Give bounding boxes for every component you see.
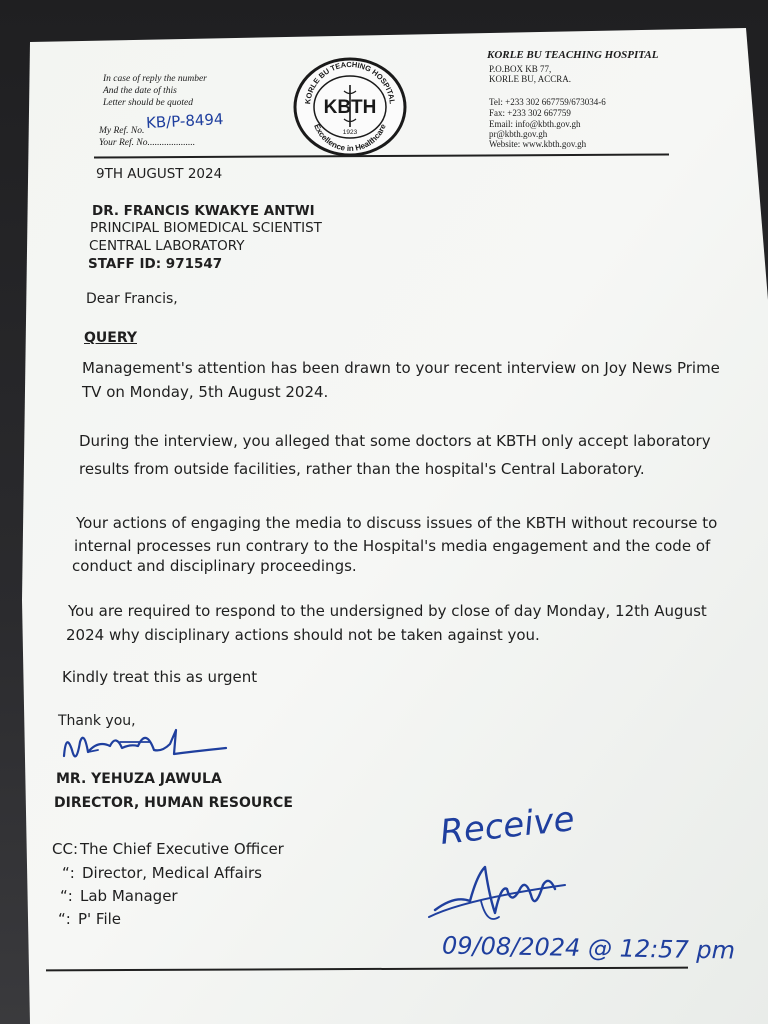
my-ref-label: My Ref. No.	[99, 126, 145, 136]
hospital-name: KORLE BU TEACHING HOSPITAL	[487, 49, 659, 61]
reply-note-line-1: In case of reply the number	[103, 74, 207, 84]
contact-email: Email: info@kbth.gov.gh	[489, 119, 581, 129]
received-datetime-handwritten: 09/08/2024 @ 12:57 pm	[441, 931, 736, 965]
address-line-1: P.O.BOX KB 77,	[489, 64, 552, 74]
your-ref-label: Your Ref. No.	[99, 138, 150, 148]
logo-ring-bottom-text: Excellence in Healthcare	[312, 122, 388, 154]
signatory-name: MR. YEHUZA JAWULA	[56, 771, 222, 787]
contact-tel: Tel: +233 302 667759/673034-6	[489, 97, 606, 107]
paragraph-3-line-3: conduct and disciplinary proceedings.	[72, 557, 357, 575]
contact-pr-email: pr@kbth.gov.gh	[489, 129, 548, 139]
addressee-title: PRINCIPAL BIOMEDICAL SCIENTIST	[90, 220, 322, 236]
addressee-staff-id: STAFF ID: 971547	[88, 256, 223, 272]
reply-note-line-2: And the date of this	[103, 86, 177, 96]
closing-request: Kindly treat this as urgent	[62, 668, 258, 686]
recipient-signature	[425, 855, 575, 935]
cc-label: CC:	[52, 840, 79, 858]
salutation: Dear Francis,	[86, 291, 178, 307]
cc-ditto-1: “:	[62, 864, 75, 882]
logo-monogram: KBTH	[323, 97, 377, 118]
cc-item-4: P' File	[78, 910, 122, 928]
paragraph-2-line-2: results from outside facilities, rather than the hospital's Central Laboratory.	[79, 460, 645, 478]
contact-website: Website: www.kbth.gov.gh	[489, 139, 587, 149]
address-line-2: KORLE BU, ACCRA.	[489, 74, 572, 84]
your-ref-value: ...................	[150, 138, 196, 148]
contact-fax: Fax: +233 302 667759	[489, 108, 571, 118]
kbth-logo	[292, 55, 408, 157]
director-signature	[58, 722, 238, 772]
cc-ditto-3: “:	[58, 910, 71, 928]
paragraph-3-line-2: internal processes run contrary to the Hospital's media engagement and the code of	[74, 537, 711, 555]
logo-year: 1923	[342, 129, 358, 136]
cc-item-3: Lab Manager	[80, 887, 178, 905]
received-handwritten: Receive	[438, 799, 577, 853]
my-ref-handwritten: KB/P-8494	[145, 109, 224, 133]
cc-ditto-2: “:	[60, 887, 73, 905]
paragraph-4-line-1: You are required to respond to the undersigned by close of day Monday, 12th August	[68, 602, 707, 620]
addressee-unit: CENTRAL LABORATORY	[89, 238, 245, 254]
paragraph-3-line-1: Your actions of engaging the media to discuss issues of the KBTH without recourse to	[76, 514, 718, 532]
thank-you: Thank you,	[58, 713, 136, 729]
signatory-position: DIRECTOR, HUMAN RESOURCE	[54, 795, 293, 811]
logo-ring-top-text: KORLE BU TEACHING HOSPITAL	[303, 59, 397, 105]
paragraph-1-line-1: Management's attention has been drawn to your recent interview on Joy News Prime	[82, 359, 720, 377]
subject-heading: QUERY	[84, 330, 137, 346]
addressee-name: DR. FRANCIS KWAKYE ANTWI	[92, 203, 315, 219]
paragraph-1-line-2: TV on Monday, 5th August 2024.	[82, 383, 329, 401]
cc-item-1: The Chief Executive Officer	[80, 840, 284, 858]
paragraph-2-line-1: During the interview, you alleged that some doctors at KBTH only accept laboratory	[79, 432, 711, 450]
cc-item-2: Director, Medical Affairs	[82, 864, 262, 882]
paragraph-4-line-2: 2024 why disciplinary actions should not be taken against you.	[66, 626, 540, 644]
reply-note-line-3: Letter should be quoted	[103, 98, 193, 108]
letter-date: 9TH AUGUST 2024	[96, 166, 223, 182]
